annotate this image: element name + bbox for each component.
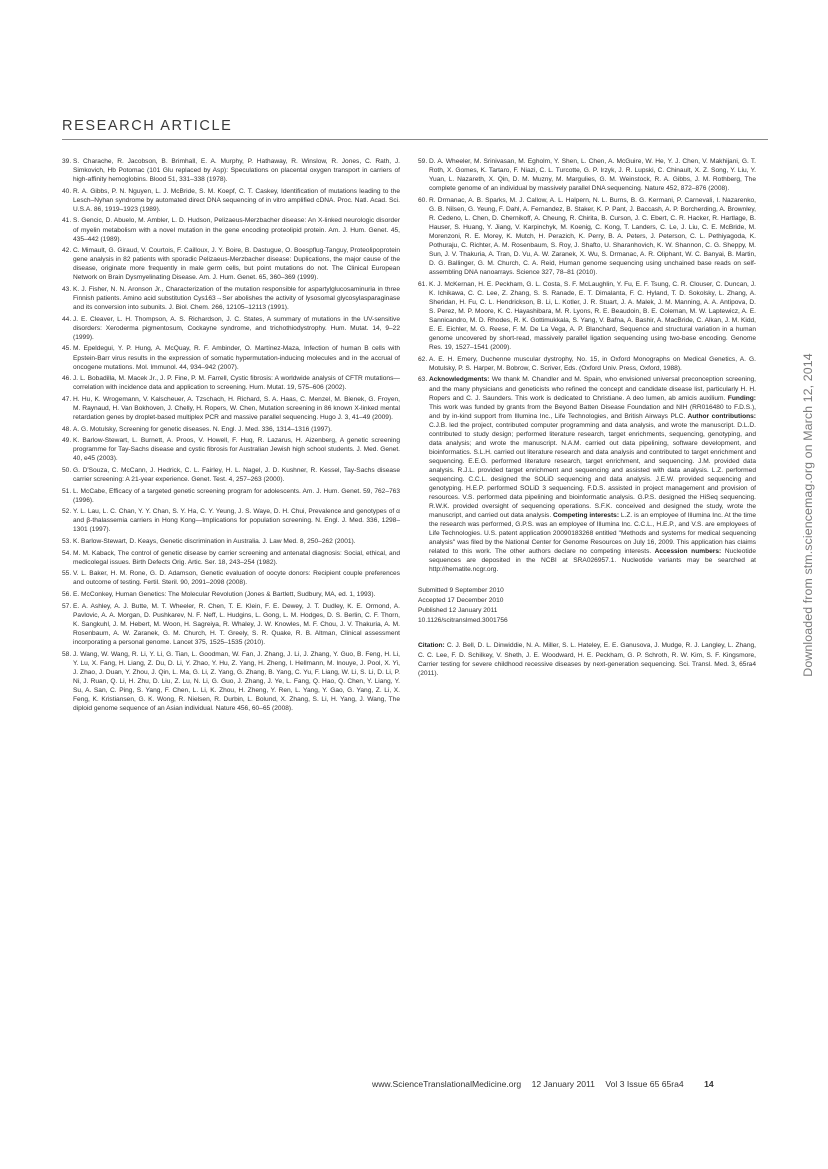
- reference-item: 52. Y. L. Lau, L. C. Chan, Y. Y. Chan, S. Y. Ha, C. Y. Yeung, J. S. Waye, D. H. Chui, Prevalence and genotypes of α and β-thalassemia carriers in Hong Kong—Implications for population screening. N. Engl. J. Med. 336, 1298–1301 (1997).: [62, 508, 400, 534]
- reference-item: 51. L. McCabe, Efficacy of a targeted genetic screening program for adolescents. Am. J. Hum. Genet. 59, 762–763 (1996).: [62, 487, 400, 504]
- author-contributions-heading: Author contributions:: [685, 412, 756, 420]
- reference-item: 40. R. A. Gibbs, P. N. Nguyen, L. J. McBride, S. M. Koepf, C. T. Caskey, Identification of mutations leading to the Lesch–Nyhan syndrome by automated direct DNA sequencing of in vitro amplified cDNA. Proc. Natl. Acad. Sci. U.S.A. 86, 1919–1923 (1989).: [62, 187, 400, 213]
- page-number: 14: [704, 1079, 714, 1089]
- reference-item: 58. J. Wang, W. Wang, R. Li, Y. Li, G. Tian, L. Goodman, W. Fan, J. Zhang, J. Li, J. Zhang, Y. Guo, B. Feng, H. Li, Y. Lu, X. Fang, H. Liang, Z. Du, D. Li, Y. Zhao, Y. Hu, Z. Yang, H. Zheng, I. Hellmann, M. Inouye, J. Pool, X. Yi, J. Zhao, J. Duan, Y. Zhou, J. Qin, L. Ma, G. Li, Z. Yang, G. Zhang, B. Yang, C. Yu, F. Liang, W. Li, S. Li, D. Li, P. Ni, J. Ruan, Q. Li, H. Zhu, D. Liu, Z. Lu, N. Li, G. Guo, J. Zhang, J. Ye, L. Fang, Q. Hao, Q. Chen, Y. Liang, Y. Su, A. San, C. Ping, S. Yang, F. Chen, L. Li, K. Zhou, H. Zheng, Y. Ren, L. Yang, Y. Gao, G. Yang, Z. Li, X. Feng, K. Kristiansen, G. K. Wong, R. Nielsen, R. Durbin, L. Bolund, X. Zhang, S. Li, H. Yang, J. Wang, The diploid genome sequence of an Asian individual. Nature 456, 60–65 (2008).: [62, 650, 400, 712]
- reference-item: 50. G. D'Souza, C. McCann, J. Hedrick, C. L. Fairley, H. L. Nagel, J. D. Kushner, R. Kessel, Tay-Sachs disease carrier screening: A 21-year experience. Genet. Test. 4, 257–263 (2000).: [62, 466, 400, 484]
- reference-item: 49. K. Barlow-Stewart, L. Burnett, A. Proos, V. Howell, F. Huq, R. Lazarus, H. Aizenberg, A genetic screening programme for Tay-Sachs disease and cystic fibrosis for Australian Jewish high school students. J. Med. Genet. 40, e45 (2003).: [62, 437, 400, 463]
- references-right-column: [418, 157, 756, 679]
- published-date: Published 12 January 2011: [418, 607, 498, 615]
- citation-label: Citation:: [418, 642, 445, 650]
- acknowledgments: 63. Acknowledgments: We thank M. Chandler and M. Spain, who envisioned universal preconception screening, and the many physicians and geneticists who refined the concept and candidate disease list, particularly H. H. Ropers and C. J. Saunders. This work is dedicated to Christiane. A deo lumen, ab amicis auxilium. Funding: This work was funded by grants from the Beyond Batten Disease Foundation and NIH (RR016480 to F.D.S.), and by in-kind support from Illumina Inc., Life Technologies, and British Airways PLC. Author contributions: C.J.B. led the project, contributed computer programming and data analysis, and wrote the manuscript. D.L.D. contributed to study design; performed literature research, target enrichments, sequencing, genotyping, and data analysis; and wrote the manuscript. N.A.M. carried out data pipelining, software development, and bioinformatics. S.L.H. carried out literature research and data analysis and contributed to target enrichment and sequencing. E.E.G. performed literature research, target enrichment, and sequencing. J.M. provided data analysis. R.J.L. provided target enrichment and sequencing and assisted with data analysis. L.Z. performed sequencing. C.C.L. designed the SOLiD sequencing and data analysis. J.E.W. provided sequencing and genotyping. H.E.P. performed SOLiD 3 sequencing. F.D.S. assisted in project management and provision of resources. V.S. performed data pipelining and bioinformatic analysis. G.P.S. designed the HiSeq sequencing. R.W.K. provided oversight of sequencing operations. S.F.K. conceived and designed the study, wrote the manuscript, and carried out data analysis. Competing interests: L.Z. is an employee of Illumina Inc. At the time the research was performed, G.P.S. was an employee of Illumina Inc. C.C.L., H.E.P., and V.S. are employees of Life Technologies. U.S. patent application 20090183268 entitled "Methods and systems for medical sequencing analysis" was filed by the National Center for Genome Resources on July 16, 2009. This application has claims related to this work. The other authors declare no competing interests. Accession numbers: Nucleotide sequences are deposited in the NCBI at SRA026957.1. Nucleotide variants may be searched at http://hematite.ncgr.org.: [418, 376, 757, 574]
- reference-item: 43. K. J. Fisher, N. N. Aronson Jr., Characterization of the mutation responsible for aspartylglucosaminuria in three Finnish patients. Amino acid substitution Cys163→Ser abolishes the activity of lysosomal glycosylasparaginase and its conversion into subunits. J. Biol. Chem. 266, 12105–12113 (1991).: [62, 285, 400, 312]
- funding-heading: Funding:: [725, 394, 757, 402]
- reference-item: 42. C. Mimault, G. Giraud, V. Courtois, F. Cailloux, J. Y. Boire, B. Dastugue, O. Boespflug-Tanguy, Proteolipoprotein gene analysis in 82 patients with sporadic Pelizaeus-Merzbacher disease: Duplications, the major cause of the disease, originate more frequently in male germ cells, but point mutations do not. The Clinical European Network on Brain Dysmyelinating Disease. Am. J. Hum. Genet. 65, 360–369 (1999).: [62, 247, 400, 282]
- submitted-date: Submitted 9 September 2010: [418, 587, 504, 595]
- reference-item: 59. D. A. Wheeler, M. Srinivasan, M. Egholm, Y. Shen, L. Chen, A. McGuire, W. He, Y. J. Chen, V. Makhijani, G. T. Roth, X. Gomes, K. Tartaro, F. Niazi, C. L. Turcotte, G. P. Irzyk, J. R. Lupski, C. Chinault, X. Z. Song, Y. Liu, Y. Yuan, L. Nazareth, X. Qin, D. M. Muzny, M. Margulies, G. M. Weinstock, R. A. Gibbs, J. M. Rothberg, The complete genome of an individual by massively parallel DNA sequencing. Nature 452, 872–876 (2008).: [418, 158, 756, 193]
- reference-item: 48. A. G. Motulsky, Screening for genetic diseases. N. Engl. J. Med. 336, 1314–1316 (1997).: [62, 425, 333, 433]
- citation: Citation: C. J. Bell, D. L. Dinwiddie, N. A. Miller, S. L. Hateley, E. E. Ganusova, J. Mudge, R. J. Langley, L. Zhang, C. C. Lee, F. D. Schilkey, V. Sheth, J. E. Woodward, H. E. Peckham, G. P. Schroth, R. W. Kim, S. F. Kingsmore, Carrier testing for severe childhood recessive diseases by next-generation sequencing. Sci. Transl. Med. 3, 65ra4 (2011).: [418, 642, 756, 678]
- reference-item: 57. E. A. Ashley, A. J. Butte, M. T. Wheeler, R. Chen, T. E. Klein, F. E. Dewey, J. T. Dudley, K. E. Ormond, A. Pavlovic, A. A. Morgan, D. Pushkarev, N. F. Neff, L. Hudgins, L. Gong, L. M. Hodges, D. S. Berlin, C. F. Thorn, K. Sangkuhl, J. M. Hebert, M. Woon, H. Sagreiya, R. Whaley, J. W. Knowles, M. F. Chou, J. V. Thakuria, A. M. Rosenbaum, A. W. Zaranek, G. M. Church, H. T. Greely, S. R. Quake, R. B. Altman, Clinical assessment incorporating a personal genome. Lancet 375, 1525–1535 (2010).: [62, 602, 400, 646]
- reference-item: 54. M. M. Kaback, The control of genetic disease by carrier screening and antenatal diagnosis: Social, ethical, and medicolegal issues. Birth Defects Orig. Artic. Ser. 18, 243–254 (1982).: [62, 549, 400, 566]
- reference-item: 55. V. L. Baker, H. M. Rone, G. D. Adamson, Genetic evaluation of oocyte donors: Recipient couple preferences and outcome of testing. Fertil. Steril. 90, 2091–2098 (2008).: [62, 570, 400, 587]
- reference-item: 41. S. Gencic, D. Abuelo, M. Ambler, L. D. Hudson, Pelizaeus-Merzbacher disease: An X-linked neurologic disorder of myelin metabolism with a novel mutation in the gene encoding proteolipid protein. Am. J. Hum. Genet. 45, 435–442 (1989).: [62, 217, 400, 243]
- reference-item: 44. J. E. Cleaver, L. H. Thompson, A. S. Richardson, J. C. States, A summary of mutations in the UV-sensitive disorders: Xeroderma pigmentosum, Cockayne syndrome, and trichothiodystrophy. Hum. Mutat. 14, 9–22 (1999).: [62, 315, 400, 341]
- reference-item: 62. A. E. H. Emery, Duchenne muscular dystrophy, No. 15, in Oxford Monographs on Medical Genetics, A. G. Motulsky, P. S. Harper, M. Bobrow, C. Scriver, Eds. (Oxford Univ. Press, Oxford, 1988).: [418, 355, 756, 372]
- reference-item: 56. E. McConkey, Human Genetics: The Molecular Revolution (Jones & Bartlett, Sudbury, MA, ed. 1, 1993).: [62, 591, 376, 599]
- reference-item: 60. R. Drmanac, A. B. Sparks, M. J. Callow, A. L. Halpern, N. L. Burns, B. G. Kermani, P. Carnevali, I. Nazarenko, G. B. Nilsen, G. Yeung, F. Dahl, A. Fernandez, B. Staker, K. P. Pant, J. Baccash, A. P. Borcherding, A. Brownley, R. Cedeno, L. Chen, D. Chernikoff, A. Cheung, R. Chirita, B. Curson, J. C. Ebert, C. R. Hacker, R. Hartlage, B. Hauser, S. Huang, Y. Jiang, V. Karpinchyk, M. Koenig, C. Kong, T. Landers, C. Le, J. Liu, C. E. McBride, M. Morenzoni, R. E. Morey, K. Mutch, H. Perazich, K. Perry, B. A. Peters, J. Peterson, C. L. Pethiyagoda, K. Pothuraju, C. Richter, A. M. Rosenbaum, S. Roy, J. Shafto, U. Sharanhovich, K. W. Shannon, C. G. Sheppy, M. Sun, J. V. Thakuria, A. Tran, D. Vu, A. W. Zaranek, X. Wu, S. Drmanac, A. R. Oliphant, W. C. Banyai, B. Martin, D. G. Ballinger, G. M. Church, C. A. Reid, Human genome sequencing using unchained base reads on self-assembling DNA nanoarrays. Science 327, 78–81 (2010).: [418, 196, 756, 277]
- accession-numbers-heading: Accession numbers:: [651, 548, 722, 556]
- footer-website: www.ScienceTranslationalMedicine.org: [372, 1079, 522, 1089]
- reference-item: 45. M. Epeldegui, Y. P. Hung, A. McQuay, R. F. Ambinder, O. Martínez-Maza, Infection of human B cells with Epstein-Barr virus results in the expression of somatic hypermutation-inducing molecules and in the accrual of oncogene mutations. Mol. Immunol. 44, 934–942 (2007).: [62, 345, 400, 371]
- reference-item: 47. H. Hu, K. Wrogemann, V. Kalscheuer, A. Tzschach, H. Richard, S. A. Haas, C. Menzel, M. Bienek, G. Froyen, M. Raynaud, H. Van Bokhoven, J. Chelly, H. Ropers, W. Chen, Mutation screening in 86 known X-linked mental retardation genes by droplet-based multiplex PCR and massive parallel sequencing. Hugo J. 3, 41–49 (2009).: [62, 395, 400, 421]
- header-rule: [62, 139, 768, 140]
- page-footer: [372, 1079, 714, 1089]
- section-header: RESEARCH ARTICLE: [62, 118, 233, 134]
- reference-item: 39. S. Charache, R. Jacobson, B. Brimhall, E. A. Murphy, P. Hathaway, R. Winslow, R. Jones, C. Rath, J. Simkovich, Hb Potomac (101 Glu replaced by Asp): Speculations on placental oxygen transport in carriers of high-affinity hemoglobins. Blood 51, 331–338 (1978).: [62, 158, 400, 184]
- publication-info: [418, 586, 756, 626]
- reference-item: 53. K. Barlow-Stewart, D. Keays, Genetic discrimination in Australia. J. Law Med. 8, 250–262 (2001).: [62, 538, 356, 546]
- doi: 10.1126/scitranslmed.3001756: [418, 617, 508, 625]
- references-left-column: [62, 157, 400, 716]
- download-watermark: [799, 353, 817, 677]
- acknowledgments-heading: Acknowledgments:: [429, 376, 490, 384]
- accepted-date: Accepted 17 December 2010: [418, 597, 504, 605]
- download-watermark-text: Downloaded from stm.sciencemag.org on March 12, 2014: [801, 353, 815, 677]
- reference-item: 61. K. J. McKernan, H. E. Peckham, G. L. Costa, S. F. McLaughlin, Y. Fu, E. F. Tsung, C. R. Clouser, C. Duncan, J. K. Ichikawa, C. C. Lee, Z. Zhang, S. S. Ranade, E. T. Dimalanta, F. C. Hyland, T. D. Sokolsky, L. Zhang, A. Sheridan, H. Fu, C. L. Hendrickson, B. Li, L. Kotler, J. R. Stuart, J. A. Malek, J. M. Manning, A. A. Antipova, D. S. Perez, M. P. Moore, K. C. Hayashibara, M. R. Lyons, R. E. Beaudoin, B. E. Coleman, M. W. Laptewicz, A. E. Sannicandro, M. D. Rhodes, R. K. Gottimukkala, S. Yang, V. Bafna, A. Bashir, A. MacBride, C. Alkan, J. M. Kidd, E. E. Eichler, M. G. Reese, F. M. De La Vega, A. P. Blanchard, Sequence and structural variation in a human genome uncovered by short-read, massively parallel ligation sequencing using two-base encoding. Genome Res. 19, 1527–1541 (2009).: [418, 280, 756, 352]
- reference-item: 46. J. L. Bobadilla, M. Macek Jr., J. P. Fine, P. M. Farrell, Cystic fibrosis: A worldwide analysis of CFTR mutations—correlation with incidence data and application to screening. Hum. Mutat. 19, 575–606 (2002).: [62, 375, 400, 392]
- footer-volume: Vol 3 Issue 65 65ra4: [605, 1079, 684, 1089]
- footer-date: 12 January 2011: [531, 1079, 595, 1089]
- competing-interests-heading: Competing interests:: [551, 512, 620, 520]
